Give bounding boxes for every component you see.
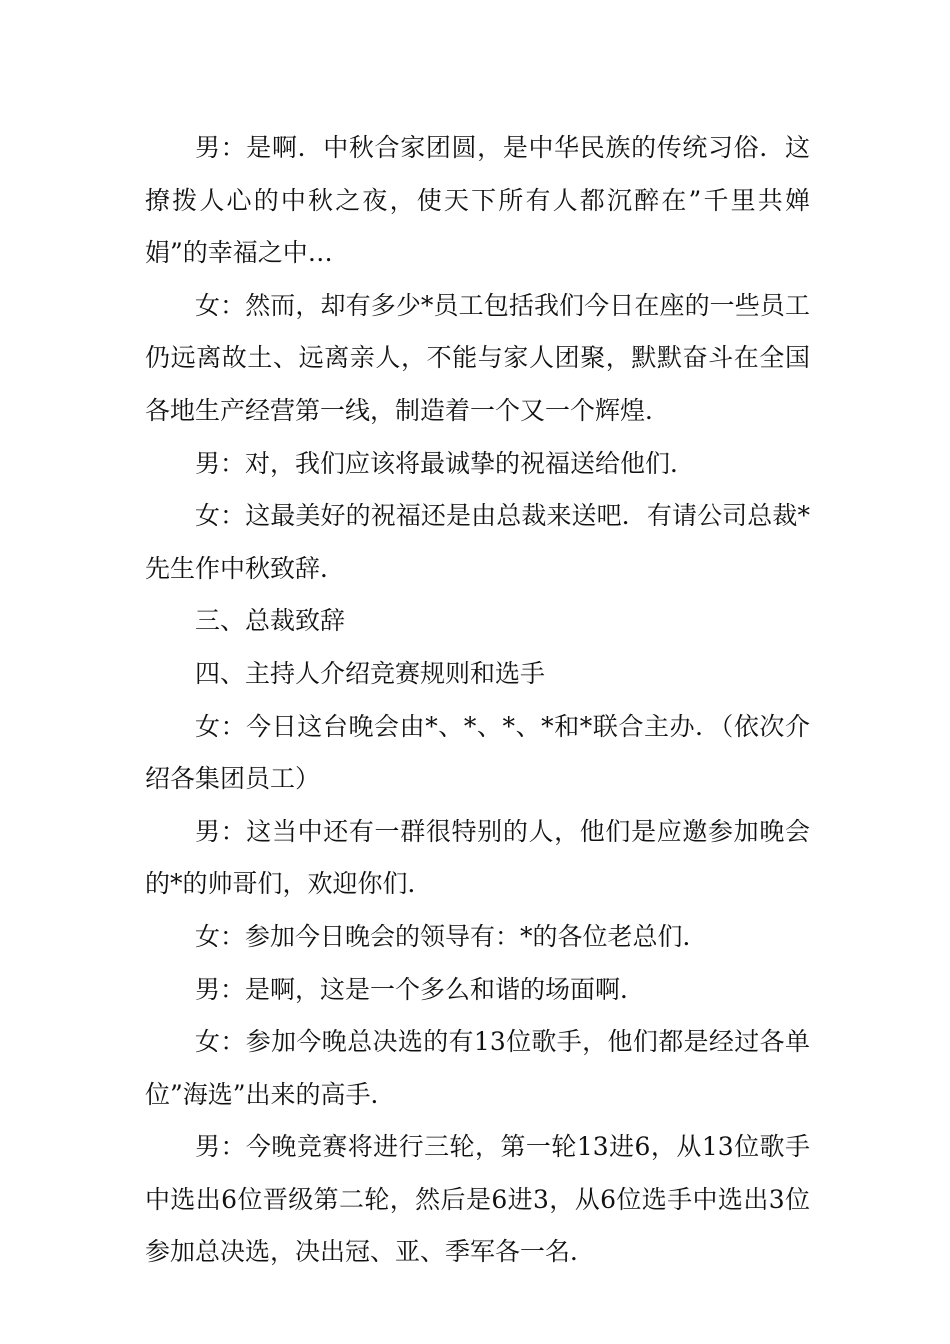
paragraph-male-2: 男：对，我们应该将最诚挚的祝福送给他们．: [195, 448, 696, 478]
paragraph-female-1: 女：然而，却有多少*员工包括我们今日在座的一些员工仍远离故土、远离亲人，不能与家人团聚，默默奋斗在全国各地生产经营第一线，制造着一个又一个辉煌．: [145, 290, 810, 425]
paragraph-male-1: 男：是啊．中秋合家团圆，是中华民族的传统习俗．这撩拨人心的中秋之夜，使天下所有人都沉醉在”千里共婵娟”的幸福之中…: [145, 133, 810, 268]
paragraph-female-3: 女：今日这台晚会由*、*、*、*和*联合主办．（依次介绍各集团员工）: [145, 711, 810, 794]
document-body: [145, 122, 810, 1279]
section-heading-3: 三、总裁致辞: [195, 606, 346, 636]
paragraph-male-4: 男：是啊，这是一个多么和谐的场面啊．: [195, 974, 646, 1004]
section-heading-4: 四、主持人介绍竞赛规则和选手: [195, 658, 546, 688]
paragraph-female-2: 女：这最美好的祝福还是由总裁来送吧．有请公司总裁*先生作中秋致辞．: [145, 501, 810, 583]
paragraph-female-5: 女：参加今晚总决选的有13位歌手，他们都是经过各单位”海选”出来的高手．: [145, 1027, 810, 1109]
paragraph-male-3: 男：这当中还有一群很特别的人，他们是应邀参加晚会的*的帅哥们，欢迎你们．: [145, 816, 810, 899]
paragraph-male-5: 男：今晚竞赛将进行三轮，第一轮13进6，从13位歌手中选出6位晋级第二轮，然后是6进3，从6位选手中选出3位参加总决选，决出冠、亚、季军各一名．: [145, 1132, 810, 1267]
paragraph-female-4: 女：参加今日晚会的领导有：*的各位老总们．: [195, 921, 708, 951]
